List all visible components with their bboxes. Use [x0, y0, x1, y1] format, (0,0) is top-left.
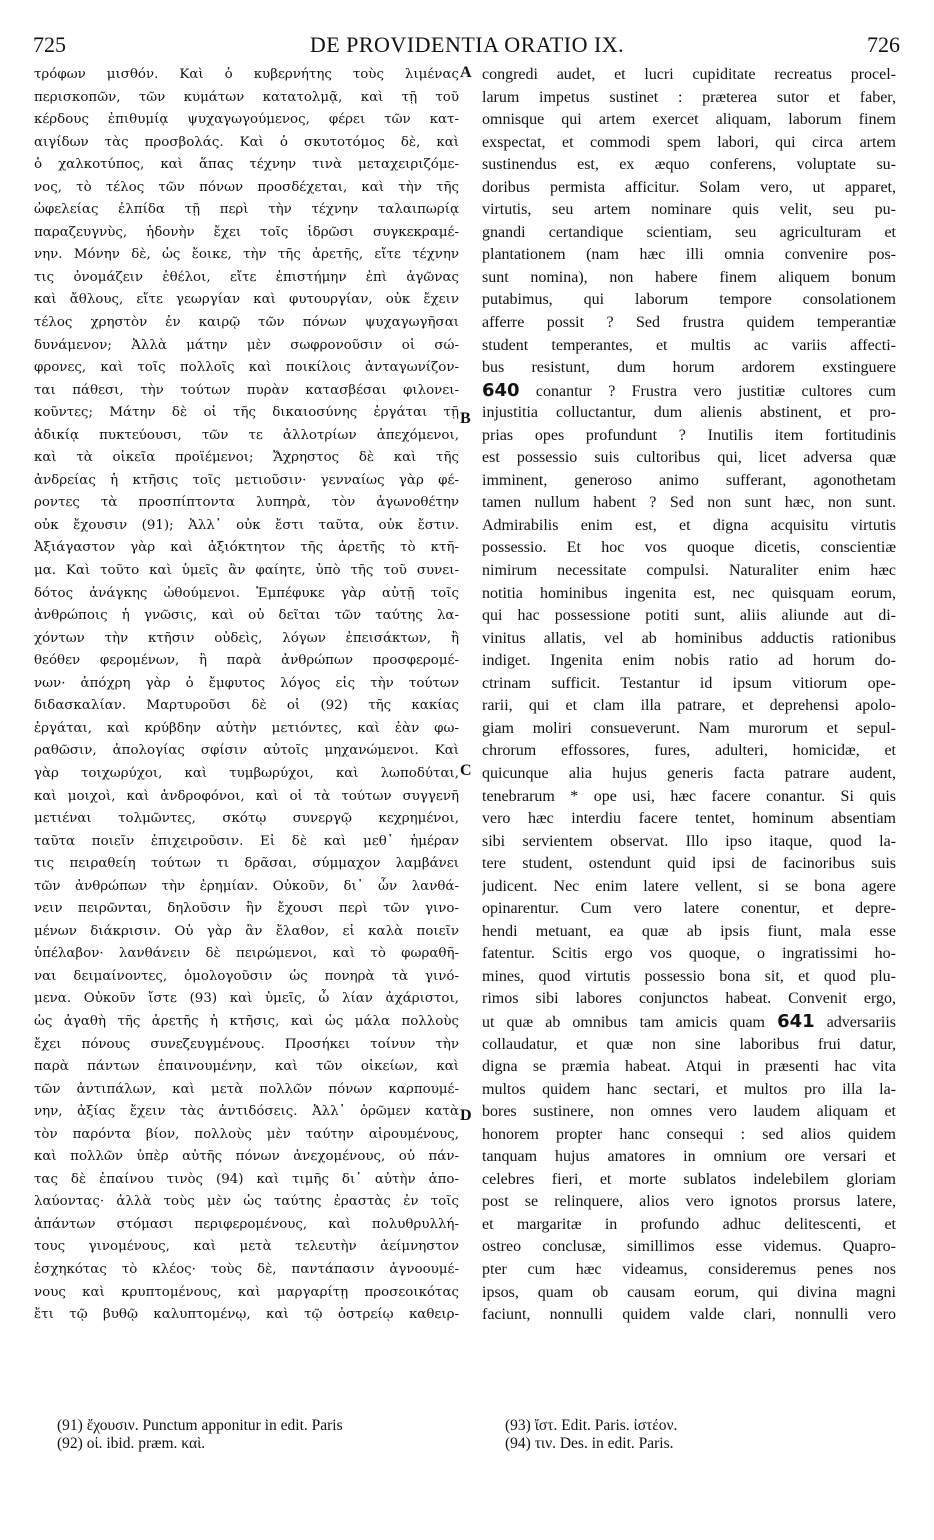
section-marker-c: C [460, 762, 472, 779]
latin-text-line: faciunt, nonnulli quidem valde clari, nonnulli vero [482, 1306, 896, 1324]
latin-text-line: injustitia colluctantur, dum alienis abstinent, et pro- [482, 404, 896, 422]
latin-text-line: et margaritæ in profundo adhuc delitescenti, et [482, 1215, 896, 1233]
latin-text-line: chrorum effossores, fures, adulteri, homicidæ, et [482, 742, 896, 760]
greek-text-line: τους γινομένους, καὶ μετὰ τελευτὴν ἀείμνηστον [34, 1239, 459, 1255]
greek-text-line: περισκοπῶν, τῶν κυμάτων κατατολμᾷ, καὶ τῇ τοῦ [34, 89, 459, 105]
latin-text-line: notitia hominibus ingenita est, nec quisquam eorum, [482, 584, 896, 602]
column-number: 640 [482, 379, 520, 401]
latin-text-line: sibi servientem observat. Illo ipso itaque, quod la- [482, 832, 896, 850]
latin-text-line: celebres fieri, et morte sublatos indelebilem gloriam [482, 1170, 896, 1188]
greek-text-line: ναι δειμαίνοντες, ὁμολογοῦσιν ὡς πονηρὰ τὰ γινό- [34, 968, 459, 984]
latin-text-line: fatentur. Scitis ergo vos quoque, o ingratissimi ho- [482, 945, 896, 963]
latin-text-line: ipsos, quam ob causam eorum, qui divina magni [482, 1283, 896, 1301]
greek-text-line: διδασκαλίαν. Μαρτυροῦσι δὲ οἱ (92) τῆς κακίας [34, 698, 459, 714]
latin-text-line: multos quidem hanc sectari, et multos pro illa la- [482, 1080, 896, 1098]
latin-text-line: possessio. Et hoc vos quoque dicetis, conscientiæ [482, 539, 896, 557]
latin-text-line: honorem propter hanc consequi : sed alios quidem [482, 1125, 896, 1143]
latin-text-line: qui hac possessione potiti sunt, aliis aliunde aut di- [482, 607, 896, 625]
greek-text-line: νειν πειρῶνται, δηλοῦσιν ἣν ἔχουσι περὶ τῶν γινο- [34, 901, 459, 917]
greek-text-line: μενα. Οὐκοῦν ἴστε (93) καὶ ὑμεῖς, ὦ λίαν ἀχάριστοι, [34, 991, 459, 1007]
greek-text-line: νος, τὸ τέλος τῶν πόνων προσδέχεται, καὶ τὴν τῆς [34, 179, 459, 195]
latin-text-line: giam moliri consueverunt. Nam murorum et sepul- [482, 719, 896, 737]
latin-text-line: tenebrarum * ope usi, hæc facere conantur. Si quis [482, 787, 896, 805]
greek-text-line: χόντων τὴν κτῆσιν οὐδεὶς, λόγων ἐπεισάκτων, ἢ [34, 630, 459, 646]
greek-text-line: λαύοντας· ἀλλὰ τοὺς μὲν ὡς ταύτης ἐραστὰς ἐν τοῖς [34, 1194, 459, 1210]
latin-text-line: rarii, qui et clam illa patrare, et deprehensi apolo- [482, 697, 896, 715]
latin-text-line: tanquam hujus amatores in omnium ore versari et [482, 1148, 896, 1166]
greek-text-line: τέλος χρηστὸν ἐν καιρῷ τῶν πόνων ψυχαγωγῆσαι [34, 315, 459, 331]
greek-text-line: ἐργάται, καὶ κρύβδην αὐτὴν μετιόντες, καὶ ἐὰν φω- [34, 720, 459, 736]
greek-text-line: μένων διάκρισιν. Οὐ γὰρ ἂν ἔλαθον, εἰ καλὰ ποιεῖν [34, 923, 459, 939]
greek-text-line: ται πάθεσι, τὴν τούτων πυρὰν κατασβέσαι φιλονει- [34, 382, 459, 398]
greek-text-line: μα. Καὶ τοῦτο καὶ ὑμεῖς ἂν φαίητε, ὑπὸ τῆς τοῦ συνει- [34, 563, 459, 579]
greek-text-line: καὶ τὰ οἰκεῖα προϊέμενοι; Ἄχρηστος δὲ καὶ τῆς [34, 450, 459, 466]
greek-text-line: καὶ πολλῶν ὑπὲρ αὐτῆς πόνων ἀνεχομένους, οὐ πάν- [34, 1149, 459, 1165]
latin-text-line: pter cum hæc videamus, consideremus penes nos [482, 1260, 896, 1278]
latin-text-line: bores sustinere, non omnes vero laudem aliquam et [482, 1103, 896, 1121]
greek-column [34, 64, 459, 1327]
latin-text-line: ostreo conclusæ, simillimos esse videmus. Quapro- [482, 1238, 896, 1256]
section-marker-a: A [460, 64, 472, 81]
greek-text-line: οὐκ ἔχουσιν (91); Ἀλλ᾽ οὐκ ἔστι ταῦτα, οὐκ ἔστιν. [34, 517, 459, 533]
greek-text-line: τῶν ἀντιπάλων, καὶ μετὰ πολλῶν πόνων καρπουμέ- [34, 1081, 459, 1097]
footnote: (93) ἴστ. Edit. Paris. ἰστέον. [505, 1417, 678, 1434]
greek-text-line: νους καὶ κρυπτομένους, καὶ μαργαρίτῃ προσεοικότας [34, 1284, 459, 1300]
greek-text-line: παρὰ πάντων ἐπαινουμένην, καὶ τῶν οἰκείων, καὶ [34, 1059, 459, 1075]
greek-text-line: καὶ μοιχοὶ, καὶ ἀνδροφόνοι, καὶ οἱ τὰ τούτων συγγενῆ [34, 788, 459, 804]
greek-text-line: φρονες, καὶ τοῖς πολλοῖς καὶ ποικίλοις ἀνταγωνίζον- [34, 360, 459, 376]
greek-text-line: νην. Μόνην δὲ, ὡς ἔοικε, τὴν τῆς ἀρετῆς, εἴτε τέχνην [34, 247, 459, 263]
latin-text-line: digna se præmia habeat. Atqui in præsenti hac vita [482, 1058, 896, 1076]
latin-text-line: hendi metuant, ea quæ ab ipsis fiunt, mala esse [482, 922, 896, 940]
greek-text-line: ἐσχηκότας τὸ κλέος· τοὺς δὲ, παντάπασιν ἀγνοουμέ- [34, 1261, 459, 1277]
greek-text-line: τρόφων μισθόν. Καὶ ὁ κυβερνήτης τοὺς λιμένας [34, 67, 459, 82]
right-page-number: 726 [867, 32, 900, 57]
greek-text-line: ἀνδρείας ἡ κτῆσις τοῖς μετιοῦσιν· γενναίως γὰρ φέ- [34, 472, 459, 488]
latin-text-line: omnisque qui artem exercet aliquam, laborum finem [482, 111, 896, 129]
footnote: (91) ἔχουσιν. Punctum apponitur in edit. Paris [57, 1417, 343, 1434]
latin-text-line: opinarentur. Cum vero latere conentur, et depre- [482, 900, 896, 918]
latin-text-line: nimirum necessitate compulsi. Naturaliter enim hæc [482, 562, 896, 580]
greek-text-line: Ἀξιάγαστον γὰρ καὶ ἀξιόκτητον τῆς ἀρετῆς τὸ κτῆ- [34, 540, 459, 556]
greek-text-line: τῶν ἀνθρώπων τὴν ἐρημίαν. Οὐκοῦν, δι᾽ ὧν λανθά- [34, 878, 459, 894]
latin-text-line: prias opes profundunt ? Inutilis item fortitudinis [482, 426, 896, 444]
greek-text-line: ἔτι τῷ βυθῷ καλυπτομένῳ, καὶ τῷ ὀστρείῳ καθειρ- [34, 1307, 459, 1323]
latin-text-line: post se relinquere, alios vero ignotos prorsus latere, [482, 1193, 896, 1211]
latin-text-line: mines, quod virtutis possessio bona sit, et quod plu- [482, 967, 896, 985]
footnote: (92) οἱ. ibid. præm. καὶ. [57, 1435, 206, 1452]
latin-text-line: ut quæ ab omnibus tam amicis quam 641 adversariis [482, 1010, 896, 1032]
greek-text-line: δυνάμενον; Ἀλλὰ μάτην μὲν σωφρονοῦσιν οἱ σώ- [34, 337, 459, 353]
section-marker-d: D [460, 1107, 472, 1124]
latin-text-line: 640 conantur ? Frustra vero justitiæ cultores cum [482, 379, 896, 401]
greek-text-line: ὠφελείας ἐλπίδα τῇ περὶ τὴν τέχνην ταλαιπωρίᾳ [34, 202, 459, 218]
latin-text-line: quicunque alia hujus generis facta patrare audent, [482, 764, 896, 782]
latin-column [482, 64, 896, 1327]
greek-text-line: ἁπάντων στόμασι περιφερομένους, καὶ πολυθρυλλή- [34, 1216, 459, 1232]
latin-text-line: judicent. Nec enim latere vellent, si se bona agere [482, 877, 896, 895]
greek-text-line: τὸν παρόντα βίον, πολλοὺς μὲν ταύτην αἱρουμένους, [34, 1126, 459, 1142]
latin-text-line: sunt nomina), non habere finem aliquem bonum [482, 268, 896, 286]
greek-text-line: ὑπέλαβον· λανθάνειν δὲ πειρώμενοι, καὶ τὸ φωραθῆ- [34, 946, 459, 962]
latin-text-line: plantationem (nam hæc illi omnia convenire pos- [482, 246, 896, 264]
greek-text-line: αιγίδων τὰς προσβολάς. Καὶ ὁ σκυτοτόμος δὲ, καὶ [34, 134, 459, 150]
latin-text-line: est possessio suis cultoribus qui, licet adversa quæ [482, 449, 896, 467]
greek-text-line: παραζευγνὺς, ἡδονὴν ἔχει τοῖς ἱδρῶσι συγκεκραμέ- [34, 224, 459, 240]
greek-text-line: ροντες τὰ προσπίπτοντα λυπηρὰ, τὸν ἀγωνοθέτην [34, 495, 459, 511]
footnote: (94) τιν. Des. in edit. Paris. [505, 1435, 674, 1452]
section-marker-b: B [460, 410, 471, 427]
greek-text-line: γὰρ τοιχωρύχοι, καὶ τυμβωρύχοι, καὶ λωποδύται, [34, 765, 459, 781]
latin-text-line: Admirabilis enim est, et digna acquisitu virtutis [482, 516, 896, 534]
latin-text-line: exspectat, et commodi spem labori, qui circa artem [482, 133, 896, 151]
greek-text-line: ἀδικίᾳ πυκτεύουσι, τῶν τε ἀλλοτρίων ἀπεχόμενοι, [34, 427, 459, 443]
greek-text-line: ἀνθρώποις ἡ γνῶσις, καὶ οὐ δεῖται τῶν ταύτης λα- [34, 608, 459, 624]
latin-text-line: larum impetus sustinet : præterea sutor et faber, [482, 88, 896, 106]
latin-text-line: vinitus allatis, vel ab hominibus adductis rationibus [482, 629, 896, 647]
greek-text-line: ραθῶσιν, ἀπολογίας σφίσιν αὐτοῖς μηχανώμενοι. Καὶ [34, 743, 459, 759]
greek-text-line: κοῦντες; Μάτην δὲ οἱ τῆς δικαιοσύνης ἐργάται τῇ [34, 405, 459, 421]
greek-text-line: ὁ χαλκοτύπος, καὶ ἅπας τέχνην τινὰ μεταχειριζόμε- [34, 157, 459, 173]
greek-text-line: ἔχει πόνους συνεζευγμένους. Προσήκει τοίνυν τὴν [34, 1036, 459, 1052]
footnotes-right [505, 1417, 905, 1453]
column-number: 641 [777, 1010, 815, 1032]
latin-text-line: congredi audet, et lucri cupiditate recreatus procel- [482, 66, 896, 83]
latin-text-line: vero hæc interdiu facere tentet, hominum absentiam [482, 810, 896, 828]
latin-text-line: indiget. Ingenita enim nobis ratio ad horum do- [482, 652, 896, 670]
latin-text-line: ctrinam sufficit. Testantur id ipsum vitiorum ope- [482, 674, 896, 692]
greek-text-line: τας δὲ ἐπαίνου τινὸς (94) καὶ τιμῆς δι᾽ αὐτὴν ἀπο- [34, 1171, 459, 1187]
latin-text-line: doribus permista afficitur. Solam vero, ut apparet, [482, 178, 896, 196]
latin-text-line: bus resistunt, dum horum ardorem exstinguere [482, 359, 896, 377]
latin-text-line: student temperantes, et multis ac variis affecti- [482, 336, 896, 354]
greek-text-line: νην, ἀξίας ἔχειν τὰς ἀντιδόσεις. Ἀλλ᾽ ὁρῶμεν κατὰ [34, 1104, 459, 1120]
latin-text-line: putabimus, qui laborum tempore consolationem [482, 291, 896, 309]
greek-text-line: καὶ ἄθλους, εἴτε γεωργίαν καὶ φυτουργίαν, οὐκ ἔχειν [34, 292, 459, 308]
greek-text-line: ὡς ἀγαθὴ τῆς ἀρετῆς ἡ κτῆσις, καὶ ὡς μάλα πολλοὺς [34, 1013, 459, 1029]
greek-text-line: δότος ἀνάγκης ὠθούμενοι. Ἐμπέφυκε γὰρ αὐτῇ τοῖς [34, 585, 459, 601]
footnotes-left [57, 1417, 467, 1453]
left-page-number: 725 [33, 32, 66, 57]
latin-text-line: afferre possit ? Sed frustra quidem temperantiæ [482, 314, 896, 332]
page-header [0, 32, 934, 62]
running-title: DE PROVIDENTIA ORATIO IX. [309, 32, 625, 57]
latin-text-line: gnandi certandique scientiam, seu agriculturam et [482, 223, 896, 241]
latin-text-line: sustinendus est, ex æquo conferens, voluptate su- [482, 156, 896, 174]
latin-text-line: tere student, ostendunt quid ipsi de facinoribus suis [482, 855, 896, 873]
greek-text-line: νων· ἀπόχρη γὰρ ὁ ἔμφυτος λόγος εἰς τὴν τούτων [34, 675, 459, 691]
latin-text-line: rimos sibi labores conjunctos habeat. Convenit ergo, [482, 990, 896, 1008]
greek-text-line: τις ὀνομάζειν ἐθέλοι, εἴτε ἐπιστήμην ἐπὶ ἀγῶνας [34, 269, 459, 285]
greek-text-line: θεόθεν φερομένων, ἢ παρὰ ἀνθρώπων προσφερομέ- [34, 653, 459, 669]
latin-text-line: tamen nullum habent ? Sed non sunt hæc, non sunt. [482, 494, 896, 512]
latin-text-line: imminent, generoso animo sufferant, agonothetam [482, 471, 896, 489]
latin-text-line: collaudatur, et quæ non sine laboribus frui datur, [482, 1035, 896, 1053]
greek-text-line: κέρδους ἐπιθυμίᾳ ψυχαγωγούμενος, φέρει τῶν κατ- [34, 112, 459, 128]
greek-text-line: μετιέναι τολμῶντες, σκότῳ συνεργῷ κεχρημένοι, [34, 811, 459, 827]
greek-text-line: ταῦτα ποιεῖν ἐπιχειροῦσιν. Εἰ δὲ καὶ μεθ᾽ ἡμέραν [34, 833, 459, 849]
greek-text-line: τις πειραθείη τούτων τι δρᾶσαι, σύμμαχον λαμβάνει [34, 856, 459, 872]
latin-text-line: virtutis, seu artem nominare quis velit, seu pu- [482, 201, 896, 219]
